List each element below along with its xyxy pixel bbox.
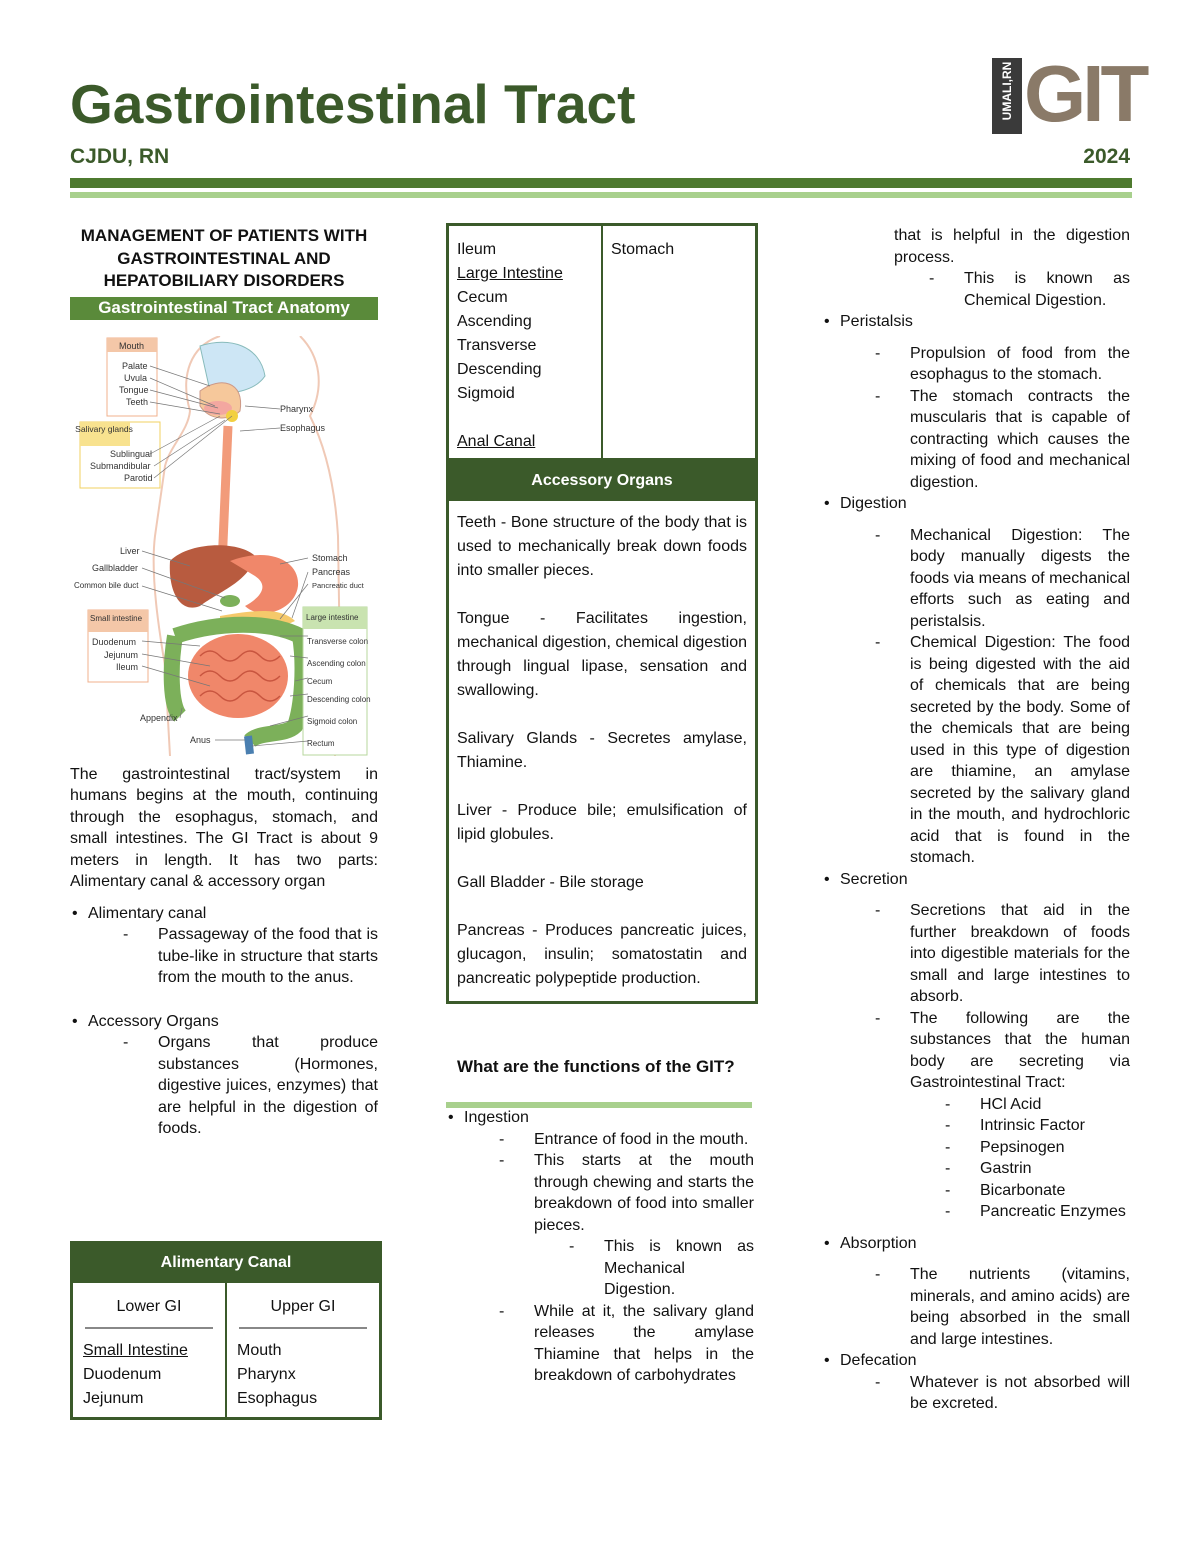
list-item: Duodenum: [83, 1366, 162, 1383]
upper-gi-continued: [601, 226, 755, 458]
list-item: [70, 1011, 378, 1140]
label-submandibular: Submandibular: [90, 460, 151, 471]
list-item: [822, 311, 1130, 493]
label-stomach: Stomach: [312, 552, 348, 563]
secretion-item: - Gastrin: [980, 1158, 1130, 1180]
list-item: Cecum: [457, 289, 508, 306]
anatomy-heading: Gastrointestinal Tract Anatomy: [70, 297, 378, 320]
bullet-label: Secretion: [840, 870, 908, 888]
logo-big-text: GIT: [1024, 49, 1146, 138]
list-item: Small Intestine: [83, 1342, 188, 1359]
secretion-item: - Pancreatic Enzymes: [980, 1201, 1130, 1223]
label-parotid: Parotid: [124, 472, 153, 483]
bullet-label: Ingestion: [464, 1109, 529, 1126]
intro-paragraph: The gastrointestinal tract/system in humans begins at the mouth, continuing through the esophagus, stomach, and small intestines. The GI Tract is about 9 meters in length. It has two parts: Alimentary canal & accessory organ: [70, 765, 378, 890]
list-item: [822, 1233, 1130, 1351]
bullet-label: Peristalsis: [840, 313, 913, 330]
page-title: Gastrointestinal Tract: [70, 73, 636, 135]
accessory-item: Gall Bladder - Bile storage: [457, 874, 644, 891]
label-descending: Descending colon: [307, 694, 371, 704]
label-ileum: Ileum: [116, 661, 139, 672]
logo-small-text: UMALI,RN: [1000, 61, 1014, 121]
list-item: [822, 869, 1130, 1223]
sub-item: - Passageway of the food that is tube-like in structure that starts from the mouth to the anus.: [158, 924, 378, 989]
sub-item: [910, 1008, 1130, 1223]
bullet-label: Alimentary canal: [88, 904, 207, 922]
spacer: [457, 406, 593, 430]
anatomy-diagram: [70, 336, 378, 756]
list-item: Sigmoid: [457, 385, 515, 402]
accessory-item: Teeth - Bone structure of the body that is used to mechanically break down foods into smaller pieces.: [457, 514, 747, 579]
sub-item: - The stomach contracts the muscularis that is capable of contracting which causes the mixing of food and mechanical digestion.: [910, 386, 1130, 494]
logo-side-box: [992, 58, 1022, 134]
bullet-label: Absorption: [840, 1234, 917, 1252]
lower-gi-heading: Lower GI: [85, 1289, 213, 1329]
list-item: Ileum: [457, 241, 497, 258]
list-item: [446, 1107, 754, 1387]
secretion-item: - Intrinsic Factor: [980, 1115, 1130, 1137]
label-sublingual: Sublingual: [110, 448, 153, 459]
list-item: Jejunum: [83, 1390, 144, 1407]
secretion-item: - Pepsinogen: [980, 1137, 1130, 1159]
label-palate: Palate: [122, 360, 148, 371]
label-liver: Liver: [120, 545, 140, 556]
label-mouth: Mouth: [119, 340, 145, 351]
label-teeth: Teeth: [126, 396, 149, 407]
parts-list: [70, 903, 378, 1140]
label-pancreas: Pancreas: [312, 566, 351, 577]
label-large-intestine: Large intestine: [306, 612, 359, 622]
sub-item: - The nutrients (vitamins, minerals, and amino acids) are being absorbed in the small and large intestines.: [910, 1264, 1130, 1350]
sub-sub-item: - This is known as Chemical Digestion.: [964, 268, 1130, 311]
list-item: Pharynx: [237, 1366, 296, 1383]
table-title: Alimentary Canal: [73, 1244, 379, 1283]
label-appendix: Appendix: [140, 712, 178, 723]
year: 2024: [1083, 145, 1130, 168]
accessory-organs-list: [449, 501, 755, 1001]
organs-table-continued: [446, 223, 758, 1004]
continued-text: [894, 225, 1130, 311]
bullet-label: Accessory Organs: [88, 1012, 219, 1030]
git-logo: [992, 49, 1146, 138]
label-duodenum: Duodenum: [92, 636, 137, 647]
label-ascending: Ascending colon: [307, 658, 366, 668]
list-item: Transverse: [457, 337, 537, 354]
list-item: Large Intestine: [457, 265, 563, 282]
sub-item: - Mechanical Digestion: The body manually digests the foods via means of mechanical efforts such as eating and peristalsis.: [910, 525, 1130, 633]
label-rectum: Rectum: [307, 738, 335, 748]
sub-item: - While at it, the salivary gland releases the amylase Thiamine that helps in the breakdown of carbohydrates: [534, 1301, 754, 1387]
label-anus: Anus: [190, 734, 211, 745]
label-cecum: Cecum: [307, 676, 333, 686]
upper-gi-heading: Upper GI: [239, 1289, 367, 1329]
sub-item: - Chemical Digestion: The food is being digested with the aid of chemicals that are being secreted by the body. Some of the chemicals that are being used in this type of digestion are thiamine, an amylase secreted by the salivary gland in the mouth, and hydrochloric acid that is found in the stomach.: [910, 632, 1130, 869]
secretion-item: - HCl Acid: [980, 1094, 1130, 1116]
sub-item: - Organs that produce substances (Hormones, digestive juices, enzymes) that are helpful in the digestion of foods.: [158, 1032, 378, 1140]
list-item: [70, 903, 378, 989]
label-uvula: Uvula: [124, 372, 148, 383]
label-pharynx: Pharynx: [280, 403, 314, 414]
accessory-organs-heading: Accessory Organs: [449, 458, 755, 501]
list-item: [822, 1350, 1130, 1415]
section-title: MANAGEMENT OF PATIENTS WITH GASTROINTESTINAL AND HEPATOBILIARY DISORDERS: [80, 226, 368, 290]
list-item: Ascending: [457, 313, 532, 330]
sub-text: that is helpful in the digestion process.: [894, 227, 1130, 266]
label-pancreatic-duct: Pancreatic duct: [312, 580, 364, 590]
list-item: [822, 493, 1130, 869]
list-item: Esophagus: [237, 1390, 318, 1407]
upper-gi-cell: [225, 1283, 379, 1417]
label-jejunum: Jejunum: [104, 649, 139, 660]
accessory-item: Pancreas - Produces pancreatic juices, glucagon, insulin; somatostatin and pancreatic polypeptide production.: [457, 922, 747, 987]
header-rule-dark: [70, 178, 1132, 188]
sub-item: - Secretions that aid in the further breakdown of foods into digestible materials for the small and large intestines to absorb.: [910, 900, 1130, 1008]
sub-text: The following are the substances that the human body are secreting via Gastrointestinal Tract:: [910, 1009, 1130, 1091]
column-1: [70, 225, 378, 1140]
label-common-bile: Common bile duct: [74, 580, 139, 590]
header-rule-light: [70, 192, 1132, 198]
label-small-intestine: Small intestine: [90, 613, 143, 623]
sub-sub-item: - This is known as Mechanical Digestion.: [604, 1236, 754, 1301]
label-salivary: Salivary glands: [75, 423, 133, 434]
accessory-item: Salivary Glands - Secretes amylase, Thiamine.: [457, 730, 747, 771]
sub-item: - Propulsion of food from the esophagus to the stomach.: [910, 343, 1130, 386]
author: CJDU, RN: [70, 145, 170, 168]
bullet-label: Digestion: [840, 495, 907, 512]
label-gallbladder: Gallbladder: [92, 562, 139, 573]
sub-item: [534, 1150, 754, 1301]
bullet-label: Defecation: [840, 1352, 917, 1369]
lower-gi-cell: [73, 1283, 225, 1417]
sub-text: This starts at the mouth through chewing and starts the breakdown of food into smaller pieces.: [534, 1152, 754, 1234]
sub-item: - Entrance of food in the mouth.: [534, 1129, 754, 1151]
list-item: Anal Canal: [457, 433, 536, 450]
list-item: Mouth: [237, 1342, 282, 1359]
column-3: [822, 225, 1130, 1415]
accessory-item: Liver - Produce bile; emulsification of lipid globules.: [457, 802, 747, 843]
label-transverse: Transverse colon: [307, 636, 369, 646]
label-sigmoid: Sigmoid colon: [307, 716, 358, 726]
label-esophagus: Esophagus: [280, 422, 326, 433]
lower-gi-continued: [449, 226, 601, 458]
functions-heading: What are the functions of the GIT?: [457, 1057, 735, 1076]
label-tongue: Tongue: [119, 384, 149, 395]
alimentary-canal-table: [70, 1241, 382, 1420]
accessory-item: Tongue - Facilitates ingestion, mechanical digestion, chemical digestion through lingual lipase, sensation and swallowing.: [457, 610, 747, 699]
list-item: Stomach: [611, 241, 675, 258]
secretion-item: - Bicarbonate: [980, 1180, 1130, 1202]
functions-list: [446, 1107, 754, 1387]
sub-item: - Whatever is not absorbed will be excreted.: [910, 1372, 1130, 1415]
list-item: Descending: [457, 361, 542, 378]
